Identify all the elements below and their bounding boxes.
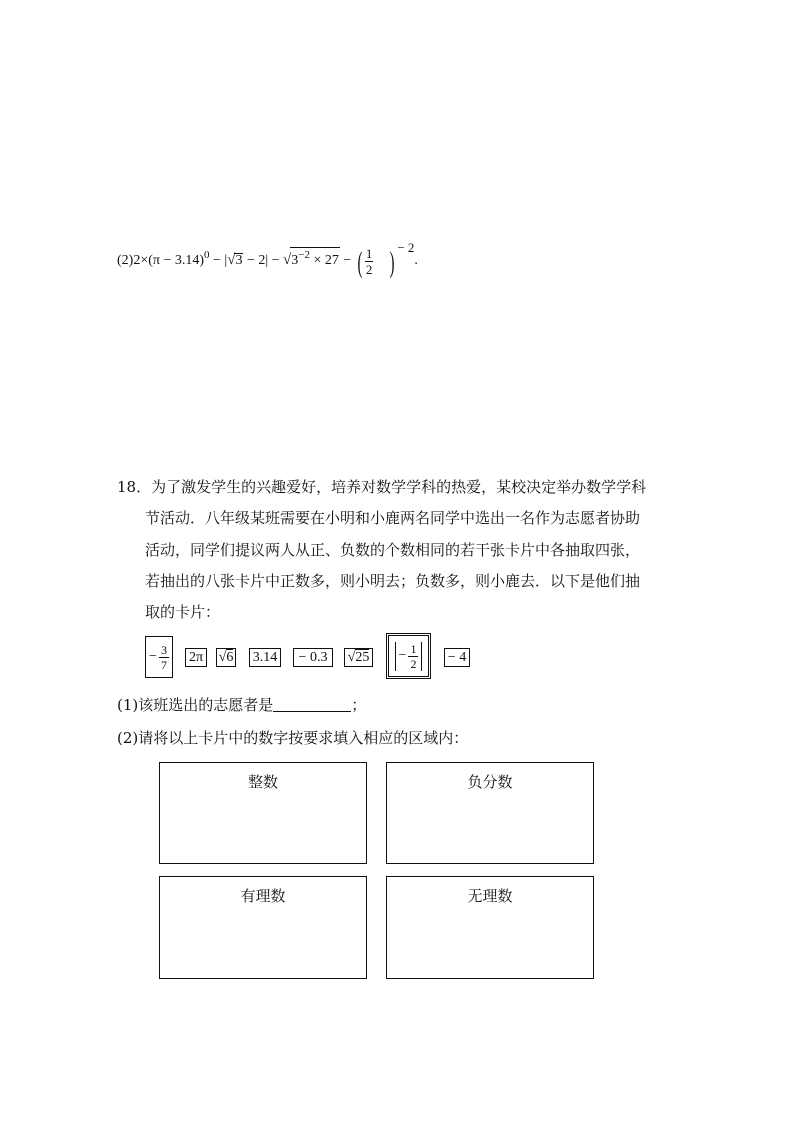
q17-part2-label: (2): [117, 253, 134, 268]
radical-sign: √: [218, 649, 227, 665]
card1-fraction: [159, 643, 169, 672]
card-sqrt25: [344, 648, 373, 667]
q17-fraction-num: 1: [365, 246, 373, 261]
q18-text-line-4: 若抽出的八张卡片中正数多，则小明去；负数多，则小鹿去．以下是他们抽: [145, 572, 641, 590]
q18-text-line-2: 节活动．八年级某班需要在小明和小鹿两名同学中选出一名作为志愿者协助: [145, 509, 641, 527]
q17-term3-prefix: − 2| −: [243, 253, 284, 268]
card7-sign: −: [398, 648, 407, 663]
card7-num: 1: [410, 641, 417, 656]
card-abs-neg-1-2: [386, 633, 431, 679]
region-integers-title: 整数: [247, 773, 278, 791]
q18-text-line-1: 为了激发学生的兴趣爱好，培养对数学学科的热爱，某校决定举办数学学科: [151, 478, 647, 496]
q18-sub1-prefix: (1)该班选出的志愿者是: [117, 696, 274, 714]
q17-fraction: [365, 246, 374, 277]
left-paren: (: [357, 246, 363, 279]
q18-sub2: (2)请将以上卡片中的数字按要求填入相应的区域内：: [117, 729, 469, 747]
q17-term4-prefix: −: [339, 253, 355, 268]
card1-sign: −: [149, 649, 157, 664]
q17-outer-exponent: − 2: [397, 240, 415, 255]
card7-den: 2: [410, 656, 417, 671]
q17-sqrt-tail: × 27: [310, 253, 339, 268]
card-neg-3-7: [145, 636, 173, 678]
q17-fraction-den: 2: [365, 262, 373, 277]
q18-sub1: [117, 694, 366, 715]
region-rationals-title: 有理数: [240, 887, 286, 905]
radical-sign: √: [347, 649, 356, 665]
q18-text-line-3: 活动，同学们提议两人从正、负数的个数相同的若干张卡片中各抽取四张，: [145, 541, 641, 559]
card1-num: 3: [160, 642, 167, 657]
q17-sqrt-product: [290, 247, 340, 268]
q17-sqrt3: 3: [235, 253, 243, 268]
card1-den: 7: [160, 657, 167, 672]
card-sqrt6: [216, 648, 236, 667]
region-rationals[interactable]: [159, 876, 367, 979]
q17-term1-exponent: 0: [204, 249, 210, 261]
q18-sub1-answer-blank[interactable]: [273, 697, 351, 712]
radical-sign: √: [227, 252, 236, 268]
q17-sqrt-base: 3: [291, 253, 299, 268]
card-neg-0-3: − 0.3: [293, 648, 333, 667]
q18-line-1: [117, 472, 646, 502]
region-integers[interactable]: [159, 762, 367, 864]
q18-text-line-5: 取的卡片：: [145, 603, 221, 621]
card-3-14: 3.14: [249, 648, 281, 667]
card-2pi: 2π: [185, 648, 207, 667]
region-negative-fractions[interactable]: [386, 762, 594, 864]
region-irrationals-title: 无理数: [467, 887, 513, 905]
region-irrationals[interactable]: [386, 876, 594, 979]
q17-term1: 2×(π − 3.14): [133, 253, 205, 268]
q18-sub1-suffix: ；: [351, 696, 367, 714]
radical-sign: √: [283, 252, 292, 268]
card6-radicand: 25: [355, 650, 370, 665]
card3-radicand: 6: [226, 650, 234, 665]
q17-term2-prefix: − |: [209, 253, 228, 268]
q18-number: 18．: [117, 478, 152, 496]
card-neg-4: − 4: [444, 648, 470, 667]
q17-end-period: .: [414, 253, 418, 268]
q17-sqrt-exponent: −2: [298, 249, 310, 261]
right-paren: ): [389, 246, 395, 279]
card7-fraction: [408, 642, 418, 671]
q17-part2-expression: [117, 240, 418, 280]
region-negative-fractions-title: 负分数: [467, 773, 513, 791]
card7-abs-value: [395, 642, 423, 671]
